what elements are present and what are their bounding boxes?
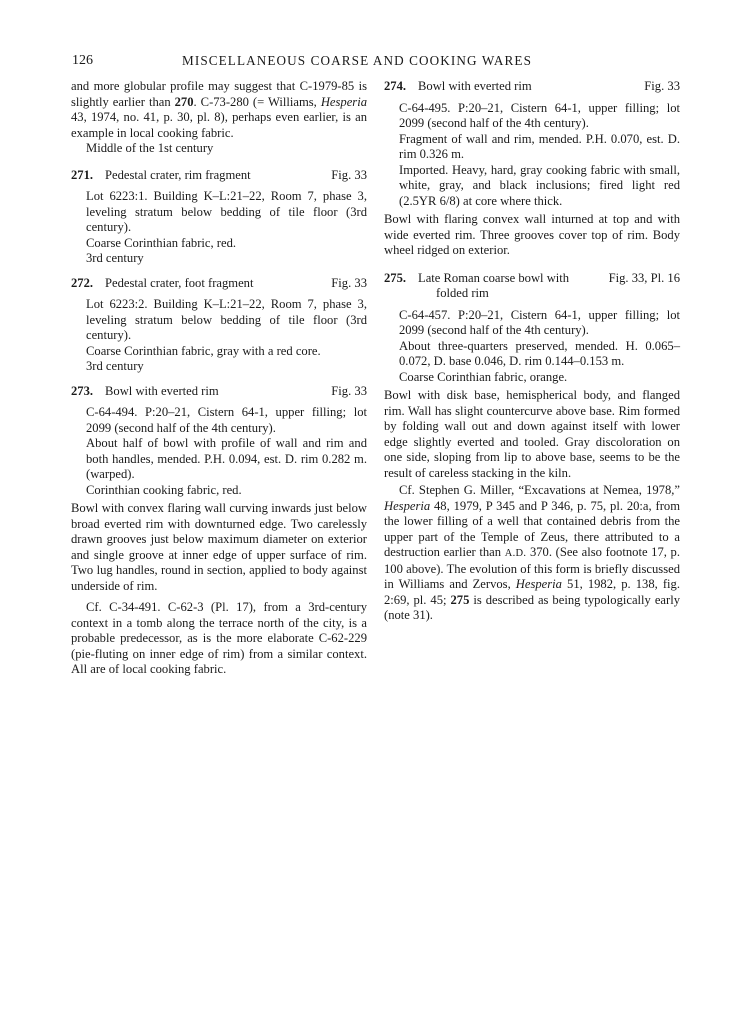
figure-reference: Fig. 33	[331, 275, 367, 290]
catalog-block-271	[71, 189, 367, 267]
lot-info: C-64-495. P:20–21, Cistern 64-1, upper filling; lot 2099 (second half of the 4th century).	[399, 100, 680, 130]
intro-paragraph: and more globular profile may suggest that C-1979-85 is slightly earlier than 270. C-73-280 (= Williams, Hesperia 43, 1974, no. 41, p. 30, pl. 8), perhaps even earlier, is an example in local cooking fabric.	[71, 79, 367, 140]
catalog-block-275	[384, 308, 680, 386]
catalog-block-272	[71, 297, 367, 375]
running-title: MISCELLANEOUS COARSE AND COOKING WARES	[182, 53, 533, 68]
entry-title	[414, 271, 609, 302]
entry-title: Pedestal crater, rim fragment	[105, 167, 251, 182]
fabric-info: Coarse Corinthian fabric, orange.	[399, 369, 568, 384]
fabric-info: Imported. Heavy, hard, gray cooking fabric with small, white, gray, and black inclusions; fired light red (2.5YR 6/8) at core where thick.	[399, 162, 680, 208]
page-number: 126	[72, 53, 93, 68]
fabric-info: Coarse Corinthian fabric, red.	[86, 235, 237, 250]
description-paragraph: Bowl with convex flaring wall curving inwards just below broad everted rim with downturned edge. Two carelessly drawn grooves just below maximum diameter on exterior and single groove at inner edge of upper surface of rim. Two lug handles, round in section, applied to body against underside of rim.	[71, 501, 367, 593]
description-paragraph: Bowl with flaring convex wall inturned at top and with wide everted rim. Three grooves cover top of rim. Body wheel ridged on exterior.	[384, 212, 680, 257]
comparanda-paragraph: Cf. C-34-491. C-62-3 (Pl. 17), from a 3rd-century context in a tomb along the terrace north of the city, is a probable predecessor, as is the more elaborate C-62-229 (pie-fluting on inner edge of rim) from a similar context. All are of local cooking fabric.	[71, 600, 367, 676]
date-info: 3rd century	[86, 359, 144, 373]
entry-title: Pedestal crater, foot fragment	[105, 275, 254, 290]
date-info: 3rd century	[86, 251, 144, 265]
preservation-info: About three-quarters preserved, mended. H. 0.065–0.072, D. base 0.046, D. rim 0.144–0.153 m.	[399, 338, 680, 368]
entry-number: 275.	[384, 270, 407, 285]
entry-title-line1: Late Roman coarse bowl with	[418, 270, 570, 285]
lot-info: Lot 6223:2. Building K–L:21–22, Room 7, phase 3, leveling stratum below bedding of tile floor (3rd century).	[86, 297, 367, 342]
description-paragraph: Bowl with disk base, hemispherical body, and flanged rim. Wall has slight countercurve above base. Rim formed by folding wall out and down against itself with lower edge slightly everted and tooled. Gray discoloration on one side, sloping from lip to above base, seems to be the result of careless stacking in the kiln.	[384, 388, 680, 480]
entry-heading-273	[71, 384, 367, 400]
intro-date: Middle of the 1st century	[86, 141, 214, 155]
lot-info: C-64-494. P:20–21, Cistern 64-1, upper filling; lot 2099 (second half of the 4th century).	[86, 405, 367, 435]
entry-title: Bowl with everted rim	[418, 79, 532, 93]
right-column	[384, 79, 680, 624]
left-column	[71, 79, 367, 678]
figure-reference: Fig. 33, Pl. 16	[608, 270, 680, 285]
catalog-block-274	[384, 101, 680, 210]
catalog-block-273	[71, 405, 367, 498]
entry-heading-272	[71, 276, 367, 292]
entry-heading-274	[384, 79, 680, 95]
entry-title-line2: folded rim	[436, 286, 489, 300]
entry-title: Bowl with everted rim	[105, 383, 219, 398]
entry-number: 272.	[71, 275, 94, 290]
fabric-info: Corinthian cooking fabric, red.	[86, 482, 242, 497]
figure-reference: Fig. 33	[644, 79, 680, 93]
figure-reference: Fig. 33	[331, 167, 367, 182]
fabric-info: Coarse Corinthian fabric, gray with a red core.	[86, 343, 321, 358]
figure-reference: Fig. 33	[331, 383, 367, 398]
entry-number: 271.	[71, 167, 94, 182]
entry-number: 273.	[71, 383, 94, 398]
entry-number: 274.	[384, 79, 407, 93]
entry-heading-271	[71, 168, 367, 184]
lot-info: C-64-457. P:20–21, Cistern 64-1, upper filling; lot 2099 (second half of the 4th century).	[399, 307, 680, 337]
comparanda-paragraph: Cf. Stephen G. Miller, “Excavations at Nemea, 1978,” Hesperia 48, 1979, P 345 and P 346, p. 75, pl. 20:a, from the lower filling of a well that contained debris from the upper part of the Temple of Zeus, there attributed to a destruction earlier than A.D. 370. (See also footnote 17, p. 100 above). The evolution of this form is briefly discussed in Williams and Zervos, Hesperia 51, 1982, p. 138, fig. 2:69, pl. 45; 275 is described as being typologically early (note 31).	[384, 483, 680, 622]
entry-heading-275	[384, 271, 680, 302]
lot-info: Lot 6223:1. Building K–L:21–22, Room 7, phase 3, leveling stratum below bedding of tile floor (3rd century).	[86, 189, 367, 234]
preservation-info: About half of bowl with profile of wall and rim and both handles, mended. P.H. 0.094, est. D. rim 0.282 m. (warped).	[86, 436, 367, 481]
preservation-info: Fragment of wall and rim, mended. P.H. 0.070, est. D. rim 0.326 m.	[399, 131, 680, 161]
